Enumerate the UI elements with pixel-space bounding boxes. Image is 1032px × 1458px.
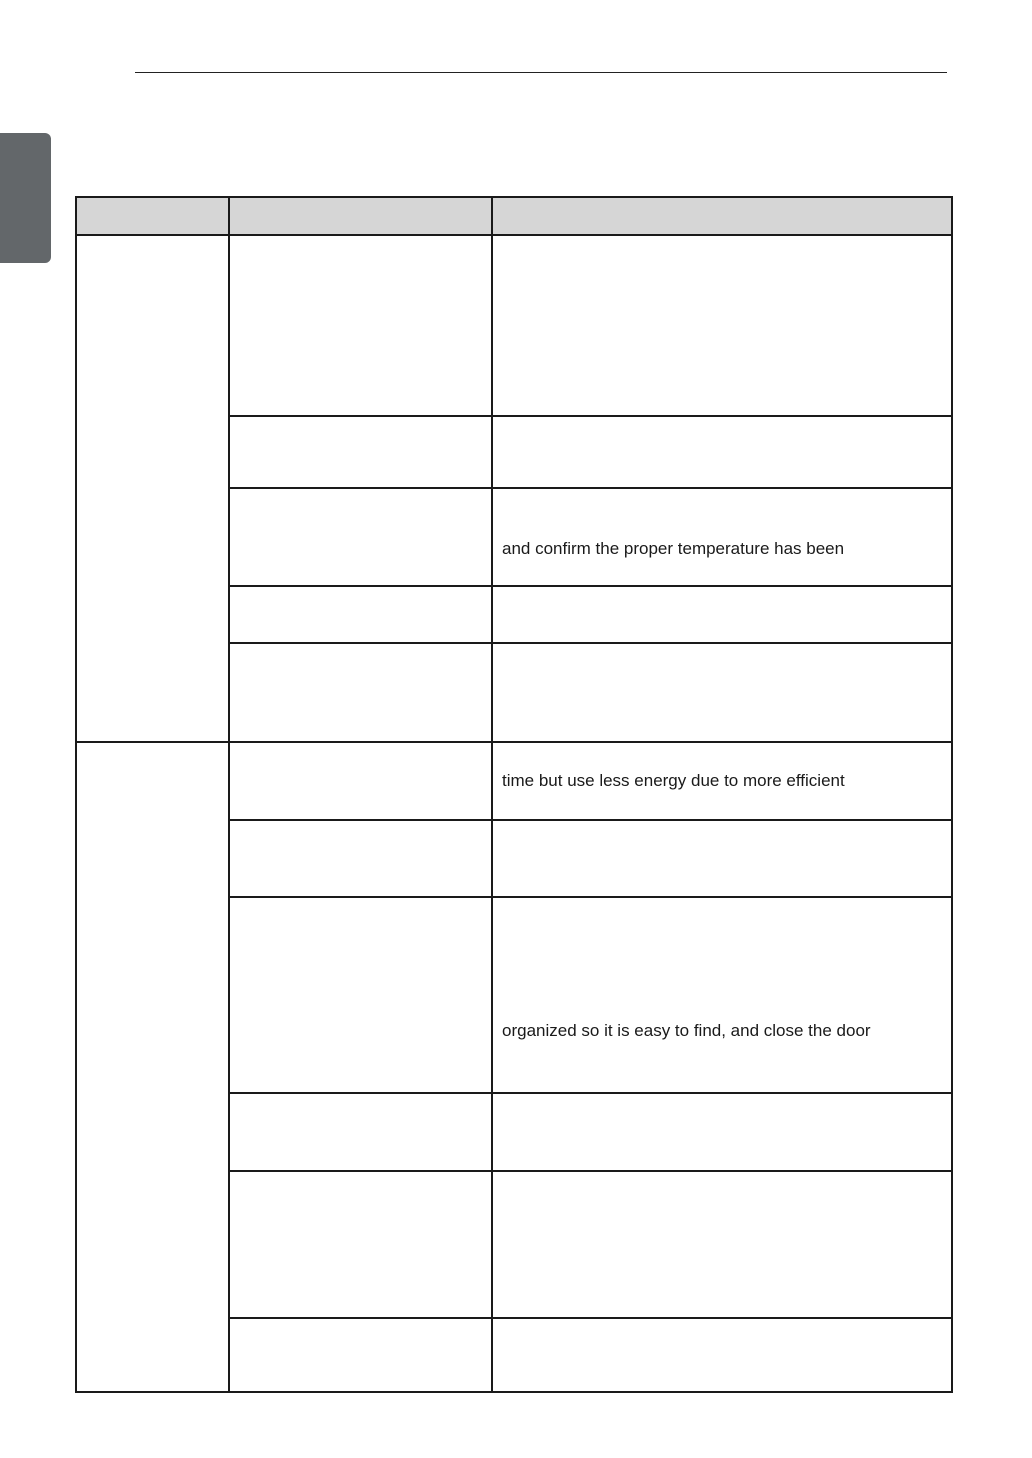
cause-cell [229,488,492,586]
header-cause-cell [229,197,492,235]
solution-cell [492,1171,952,1318]
solution-cell [492,1318,952,1392]
cause-cell [229,1318,492,1392]
solution-cell [492,488,952,586]
section-side-tab [0,133,51,263]
solution-cell [492,416,952,488]
table-row [76,742,952,820]
header-problem-cell [76,197,229,235]
solution-cell [492,586,952,643]
header-solution-cell [492,197,952,235]
cause-cell [229,820,492,897]
solution-cell [492,235,952,416]
cause-cell [229,742,492,820]
cause-cell [229,897,492,1093]
solution-cell [492,820,952,897]
troubleshooting-table [75,196,953,1393]
cause-cell [229,1093,492,1171]
solution-text: and confirm the proper temperature has been [502,539,845,558]
solution-text: organized so it is easy to find, and close the door [502,1021,871,1040]
table-row [76,235,952,416]
cause-cell [229,416,492,488]
cause-cell [229,235,492,416]
solution-cell [492,897,952,1093]
cause-cell [229,586,492,643]
solution-text: time but use less energy due to more efficient [502,771,845,790]
solution-cell [492,742,952,820]
solution-cell [492,1093,952,1171]
problem-cell [76,235,229,742]
cause-cell [229,643,492,742]
header-rule [135,72,947,73]
table-header-row [76,197,952,235]
problem-cell [76,742,229,1392]
solution-cell [492,643,952,742]
cause-cell [229,1171,492,1318]
